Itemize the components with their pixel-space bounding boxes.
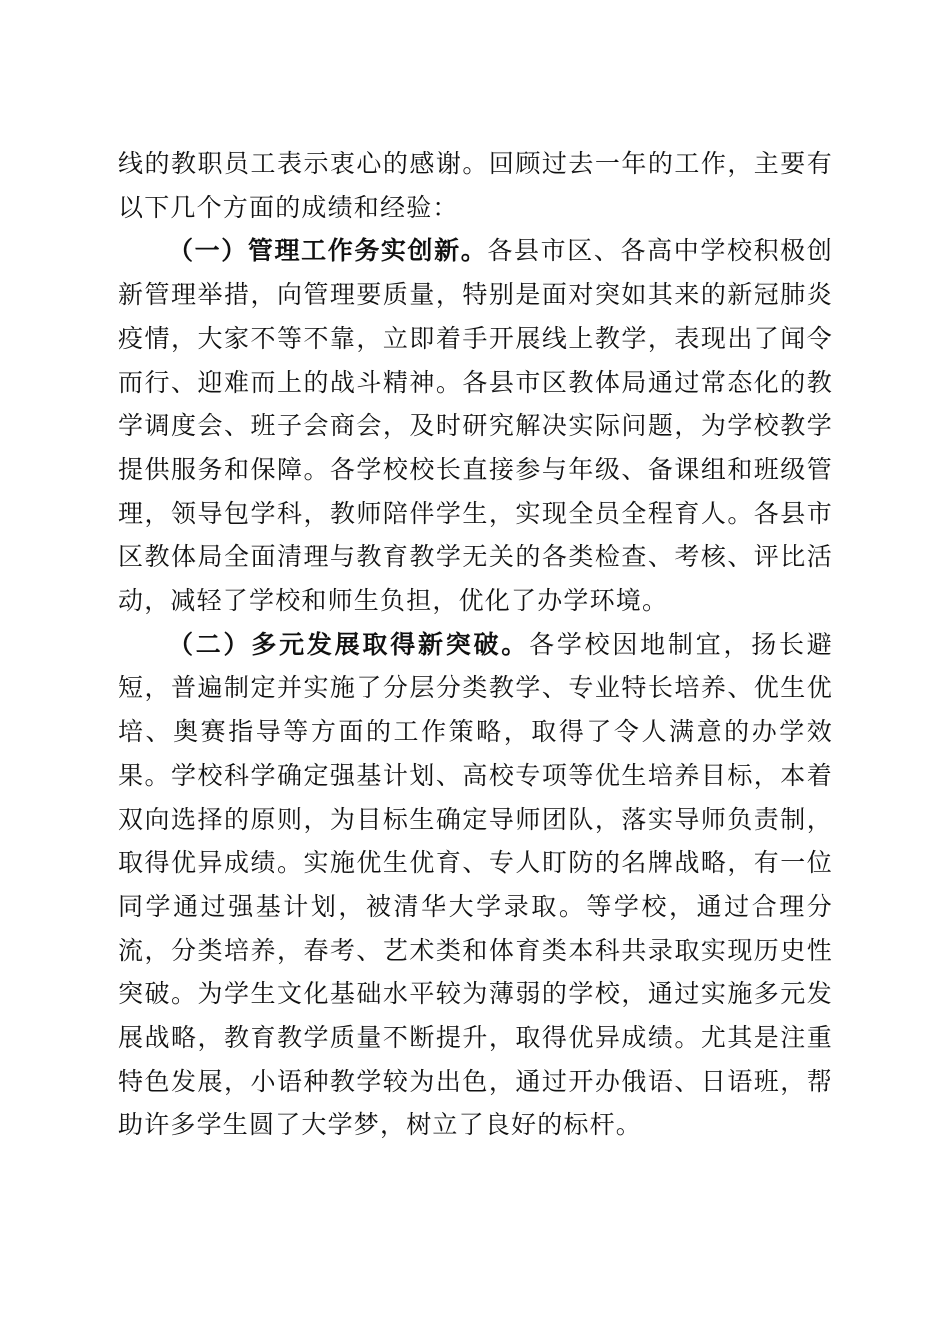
paragraph-section-1 (118, 229, 833, 622)
document-body (118, 142, 833, 1147)
section-2-text: 各学校因地制宜，扬长避短，普遍制定并实施了分层分类教学、专业特长培养、优生优培、奥赛指导等方面的工作策略，取得了令人满意的办学效果。学校科学确定强基计划、高校专项等优生培养目标，本着双向选择的原则，为目标生确定导师团队，落实导师负责制，取得优异成绩。实施优生优育、专人盯防的名牌战略，有一位同学通过强基计划，被清华大学录取。等学校，通过合理分流，分类培养，春考、艺术类和体育类本科共录取实现历史性突破。为学生文化基础水平较为薄弱的学校，通过实施多元发展战略，教育教学质量不断提升，取得优异成绩。尤其是注重特色发展，小语种教学较为出色，通过开办俄语、日语班，帮助许多学生圆了大学梦，树立了良好的标杆。 (118, 629, 833, 1140)
paragraph-intro-text: 线的教职员工表示衷心的感谢。回顾过去一年的工作，主要有以下几个方面的成绩和经验： (118, 149, 833, 222)
section-2-heading: （二）多元发展取得新突破。 (168, 629, 530, 659)
paragraph-section-2 (118, 623, 833, 1147)
section-1-heading: （一）管理工作务实创新。 (168, 236, 488, 266)
section-1-text: 各县市区、各高中学校积极创新管理举措，向管理要质量，特别是面对突如其来的新冠肺炎疫情，大家不等不靠，立即着手开展线上教学，表现出了闻令而行、迎难而上的战斗精神。各县市区教体局通过常态化的教学调度会、班子会商会，及时研究解决实际问题，为学校教学提供服务和保障。各学校校长直接参与年级、备课组和班级管理，领导包学科，教师陪伴学生，实现全员全程育人。各县市区教体局全面清理与教育教学无关的各类检查、考核、评比活动，减轻了学校和师生负担，优化了办学环境。 (118, 236, 833, 616)
paragraph-intro (118, 142, 833, 229)
